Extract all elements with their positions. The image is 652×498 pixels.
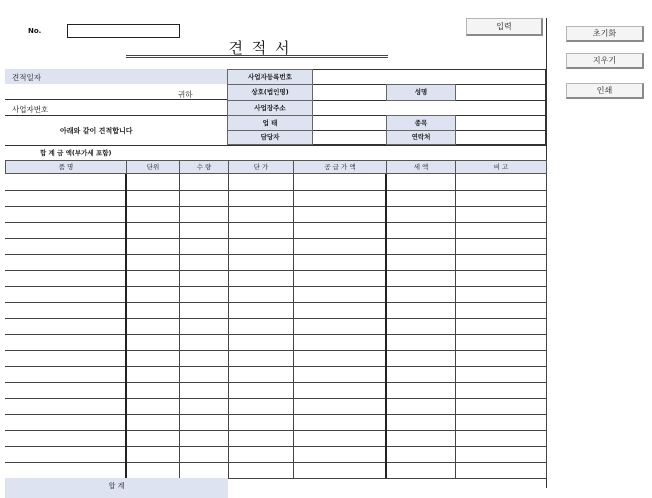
table-cell[interactable] bbox=[228, 382, 294, 399]
table-cell[interactable] bbox=[386, 286, 456, 303]
table-cell[interactable] bbox=[228, 366, 294, 383]
table-cell[interactable] bbox=[126, 446, 180, 463]
table-cell[interactable] bbox=[126, 414, 180, 431]
table-cell[interactable] bbox=[455, 430, 547, 447]
table-cell[interactable] bbox=[5, 318, 127, 335]
table-cell[interactable] bbox=[126, 302, 180, 319]
contact-field[interactable] bbox=[456, 131, 546, 145]
table-cell[interactable] bbox=[455, 302, 547, 319]
table-cell[interactable] bbox=[5, 446, 127, 463]
table-cell[interactable] bbox=[455, 414, 547, 431]
table-cell[interactable] bbox=[126, 206, 180, 223]
items-table bbox=[5, 160, 546, 488]
table-cell[interactable] bbox=[228, 222, 294, 239]
table-cell[interactable] bbox=[386, 366, 456, 383]
clear-button[interactable]: 지우기 bbox=[566, 53, 644, 69]
table-cell[interactable] bbox=[179, 254, 229, 271]
table-cell[interactable] bbox=[179, 366, 229, 383]
table-cell[interactable] bbox=[293, 414, 387, 431]
table-cell[interactable] bbox=[228, 446, 294, 463]
table-cell[interactable] bbox=[179, 446, 229, 463]
table-cell[interactable] bbox=[293, 174, 387, 191]
table-cell[interactable] bbox=[126, 334, 180, 351]
table-cell[interactable] bbox=[179, 318, 229, 335]
table-cell[interactable] bbox=[228, 238, 294, 255]
rep-name-label: 성명 bbox=[386, 84, 456, 101]
statement-text: 아래와 같이 견적합니다 bbox=[60, 127, 133, 135]
table-cell[interactable] bbox=[455, 334, 547, 351]
table-cell[interactable] bbox=[179, 222, 229, 239]
table-cell[interactable] bbox=[126, 318, 180, 335]
table-cell[interactable] bbox=[455, 286, 547, 303]
table-cell[interactable] bbox=[5, 430, 127, 447]
total-amount-label: 합 계 금 액(부가세 포함) bbox=[40, 149, 112, 157]
table-cell[interactable] bbox=[228, 206, 294, 223]
table-cell[interactable] bbox=[293, 254, 387, 271]
table-cell[interactable] bbox=[293, 382, 387, 399]
table-cell[interactable] bbox=[179, 190, 229, 207]
column-header: 품 명 bbox=[5, 160, 127, 174]
table-cell[interactable] bbox=[293, 270, 387, 287]
table-cell[interactable] bbox=[228, 270, 294, 287]
table-cell[interactable] bbox=[179, 270, 229, 287]
table-cell[interactable] bbox=[5, 382, 127, 399]
biz-number-line bbox=[5, 115, 227, 116]
address-label: 사업장주소 bbox=[227, 100, 313, 116]
table-cell[interactable] bbox=[179, 462, 229, 479]
table-cell[interactable] bbox=[126, 174, 180, 191]
table-cell[interactable] bbox=[5, 414, 127, 431]
table-cell[interactable] bbox=[293, 398, 387, 415]
table-cell[interactable] bbox=[179, 350, 229, 367]
address-field[interactable] bbox=[313, 101, 546, 115]
client-line bbox=[5, 99, 227, 100]
table-cell[interactable] bbox=[228, 414, 294, 431]
table-cell[interactable] bbox=[5, 190, 127, 207]
table-cell[interactable] bbox=[5, 350, 127, 367]
table-cell[interactable] bbox=[293, 238, 387, 255]
table-cell[interactable] bbox=[126, 350, 180, 367]
table-cell[interactable] bbox=[228, 350, 294, 367]
table-cell[interactable] bbox=[293, 190, 387, 207]
table-cell[interactable] bbox=[126, 462, 180, 479]
table-cell[interactable] bbox=[455, 350, 547, 367]
table-cell[interactable] bbox=[455, 318, 547, 335]
contact-label: 연락처 bbox=[386, 130, 456, 145]
reset-button[interactable]: 초기화 bbox=[566, 26, 644, 42]
table-cell[interactable] bbox=[455, 398, 547, 415]
table-cell[interactable] bbox=[455, 238, 547, 255]
input-button[interactable]: 입력 bbox=[466, 18, 543, 36]
table-cell[interactable] bbox=[386, 206, 456, 223]
table-cell[interactable] bbox=[455, 222, 547, 239]
company-field[interactable] bbox=[313, 85, 386, 100]
table-cell[interactable] bbox=[386, 462, 456, 479]
table-cell[interactable] bbox=[5, 254, 127, 271]
manager-label: 담당자 bbox=[227, 130, 313, 145]
table-cell[interactable] bbox=[386, 446, 456, 463]
table-cell[interactable] bbox=[386, 334, 456, 351]
table-cell[interactable] bbox=[5, 334, 127, 351]
table-cell[interactable] bbox=[5, 238, 127, 255]
table-cell[interactable] bbox=[126, 222, 180, 239]
table-cell[interactable] bbox=[455, 270, 547, 287]
table-cell[interactable] bbox=[126, 286, 180, 303]
item-field[interactable] bbox=[456, 116, 546, 130]
table-cell[interactable] bbox=[293, 286, 387, 303]
table-cell[interactable] bbox=[5, 270, 127, 287]
table-cell[interactable] bbox=[386, 254, 456, 271]
item-label: 종목 bbox=[386, 115, 456, 131]
rep-name-field[interactable] bbox=[456, 85, 546, 100]
table-cell[interactable] bbox=[228, 286, 294, 303]
table-cell[interactable] bbox=[179, 382, 229, 399]
table-cell[interactable] bbox=[228, 318, 294, 335]
table-cell[interactable] bbox=[179, 398, 229, 415]
table-cell[interactable] bbox=[126, 398, 180, 415]
table-cell[interactable] bbox=[179, 206, 229, 223]
company-label: 상호(법인명) bbox=[227, 84, 313, 101]
table-cell[interactable] bbox=[455, 446, 547, 463]
table-cell[interactable] bbox=[179, 174, 229, 191]
table-cell[interactable] bbox=[386, 190, 456, 207]
column-header: 단위 bbox=[126, 160, 180, 174]
table-cell[interactable] bbox=[5, 366, 127, 383]
table-cell[interactable] bbox=[386, 238, 456, 255]
business-type-field[interactable] bbox=[313, 116, 386, 130]
column-header: 비 고 bbox=[455, 160, 547, 174]
title-underline-1 bbox=[126, 55, 388, 56]
table-cell[interactable] bbox=[386, 270, 456, 287]
column-header: 공 급 가 액 bbox=[293, 160, 387, 174]
table-cell[interactable] bbox=[126, 238, 180, 255]
table-cell[interactable] bbox=[293, 446, 387, 463]
table-cell[interactable] bbox=[5, 302, 127, 319]
total-top-line bbox=[5, 145, 546, 146]
table-cell[interactable] bbox=[228, 302, 294, 319]
table-cell[interactable] bbox=[179, 430, 229, 447]
table-cell[interactable] bbox=[5, 286, 127, 303]
table-cell[interactable] bbox=[386, 302, 456, 319]
estimate-date-label: 견적일자 bbox=[12, 73, 41, 82]
no-input[interactable] bbox=[67, 24, 180, 38]
table-cell[interactable] bbox=[386, 414, 456, 431]
table-cell[interactable] bbox=[5, 174, 127, 191]
table-cell[interactable] bbox=[293, 222, 387, 239]
table-cell[interactable] bbox=[228, 398, 294, 415]
table-cell[interactable] bbox=[293, 462, 387, 479]
title-underline-2 bbox=[126, 57, 388, 58]
table-cell[interactable] bbox=[455, 190, 547, 207]
table-cell[interactable] bbox=[228, 190, 294, 207]
reg-number-field[interactable] bbox=[313, 70, 546, 84]
table-cell[interactable] bbox=[5, 206, 127, 223]
table-cell[interactable] bbox=[386, 382, 456, 399]
table-cell[interactable] bbox=[293, 430, 387, 447]
table-cell[interactable] bbox=[228, 174, 294, 191]
table-cell[interactable] bbox=[455, 254, 547, 271]
table-cell[interactable] bbox=[126, 382, 180, 399]
honorific-label: 귀하 bbox=[178, 90, 193, 99]
table-cell[interactable] bbox=[126, 430, 180, 447]
page-title: 견 적 서 bbox=[228, 39, 292, 57]
table-cell[interactable] bbox=[386, 174, 456, 191]
table-cell[interactable] bbox=[455, 462, 547, 479]
table-cell[interactable] bbox=[293, 334, 387, 351]
table-cell[interactable] bbox=[179, 302, 229, 319]
table-cell[interactable] bbox=[386, 318, 456, 335]
table-cell[interactable] bbox=[126, 270, 180, 287]
column-header: 단 가 bbox=[228, 160, 294, 174]
table-cell[interactable] bbox=[179, 414, 229, 431]
table-cell[interactable] bbox=[179, 334, 229, 351]
table-cell[interactable] bbox=[5, 398, 127, 415]
table-cell[interactable] bbox=[5, 222, 127, 239]
sum-label: 합 계 bbox=[108, 482, 125, 490]
table-cell[interactable] bbox=[455, 382, 547, 399]
table-cell[interactable] bbox=[228, 254, 294, 271]
manager-field[interactable] bbox=[313, 131, 386, 145]
table-cell[interactable] bbox=[386, 222, 456, 239]
table-cell[interactable] bbox=[228, 430, 294, 447]
table-cell[interactable] bbox=[293, 366, 387, 383]
table-cell[interactable] bbox=[179, 286, 229, 303]
table-cell[interactable] bbox=[293, 206, 387, 223]
table-cell[interactable] bbox=[455, 206, 547, 223]
table-cell[interactable] bbox=[126, 190, 180, 207]
reg-number-label: 사업자등록번호 bbox=[227, 69, 313, 85]
print-button[interactable]: 인쇄 bbox=[566, 83, 644, 99]
table-cell[interactable] bbox=[293, 350, 387, 367]
table-cell[interactable] bbox=[293, 302, 387, 319]
table-cell[interactable] bbox=[228, 462, 294, 479]
table-cell[interactable] bbox=[386, 398, 456, 415]
table-cell[interactable] bbox=[386, 430, 456, 447]
table-cell[interactable] bbox=[386, 350, 456, 367]
no-label: No. bbox=[28, 27, 42, 35]
table-cell[interactable] bbox=[179, 238, 229, 255]
table-cell[interactable] bbox=[126, 366, 180, 383]
table-cell[interactable] bbox=[293, 318, 387, 335]
business-type-label: 업 태 bbox=[227, 115, 313, 131]
table-cell[interactable] bbox=[455, 366, 547, 383]
table-cell[interactable] bbox=[228, 334, 294, 351]
column-header: 세 액 bbox=[386, 160, 456, 174]
column-header: 수 량 bbox=[179, 160, 229, 174]
table-cell[interactable] bbox=[455, 174, 547, 191]
biz-number-left-label: 사업자번호 bbox=[12, 105, 49, 114]
table-cell[interactable] bbox=[126, 254, 180, 271]
table-cell[interactable] bbox=[5, 462, 127, 479]
